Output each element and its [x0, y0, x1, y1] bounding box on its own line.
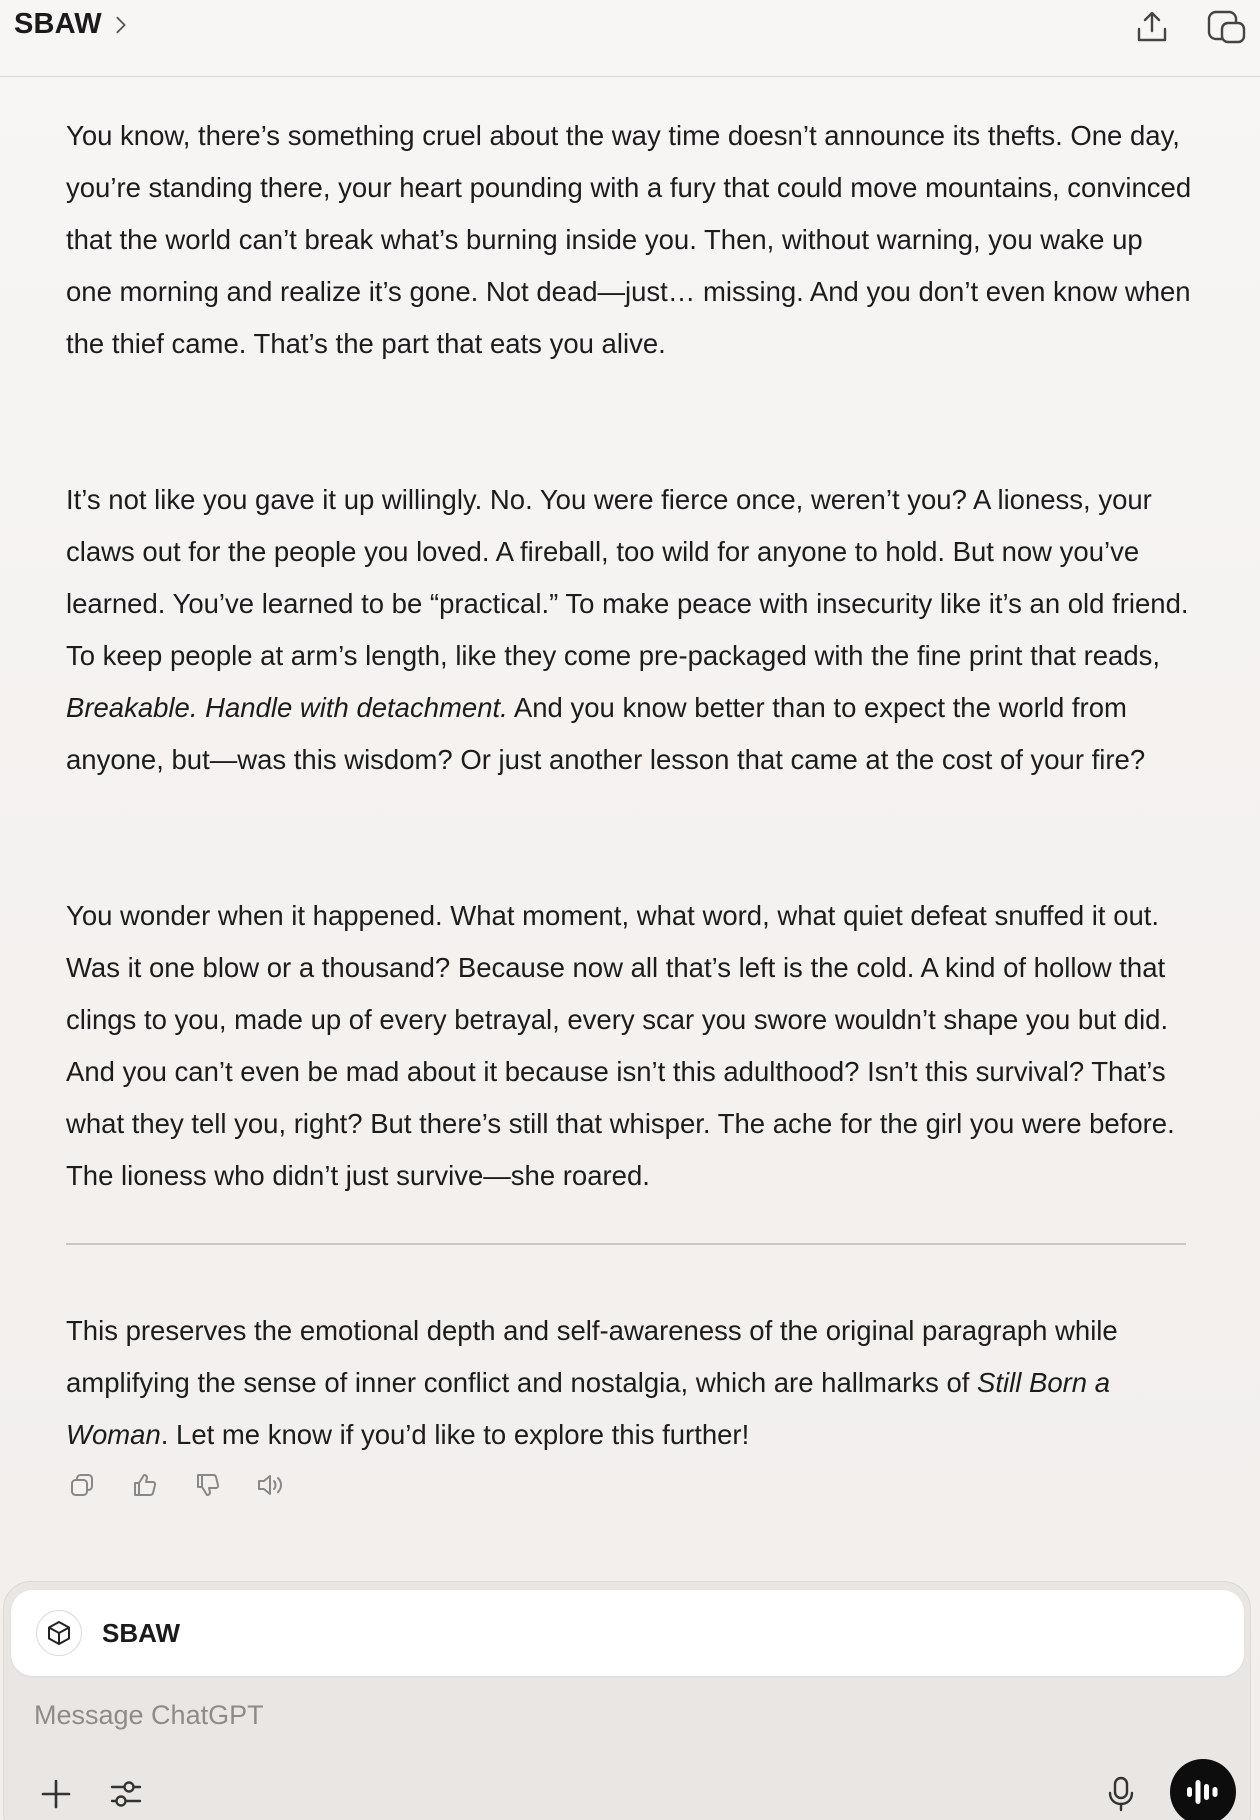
read-aloud-icon	[256, 1471, 286, 1499]
thumbs-up-button[interactable]	[127, 1467, 163, 1503]
paragraph-2-text-end: And you know better than to expect the world from anyone, but—was this wisdom? Or just another lesson that came at the cost of your fire?	[66, 692, 1146, 775]
cube-icon	[45, 1619, 73, 1647]
voice-mode-button[interactable]	[1170, 1759, 1236, 1820]
copy-button[interactable]	[64, 1467, 100, 1503]
gpt-name: SBAW	[102, 1617, 180, 1648]
conversation-title-button[interactable]	[14, 8, 132, 41]
share-button[interactable]	[1129, 4, 1175, 50]
message-actions	[64, 1467, 289, 1503]
microphone-icon	[1104, 1775, 1138, 1813]
plus-icon	[39, 1777, 73, 1811]
add-attachment-button[interactable]	[34, 1772, 78, 1816]
paragraph-2-text-start: It’s not like you gave it up willingly. No. You were fierce once, weren’t you? A lioness, your claws out for the people you loved. A fireball, too wild for anyone to hold. But now you’ve learned. You’ve learned to be “practical.” To make peace with insecurity like it’s an old friend. To keep people at arm’s length, like they come pre-packaged with the fine print that reads,	[66, 484, 1189, 671]
message-input[interactable]	[34, 1700, 1184, 1731]
header	[0, 0, 1260, 77]
divider	[66, 1243, 1186, 1245]
new-chat-icon	[1207, 9, 1247, 45]
thumbs-up-icon	[131, 1471, 159, 1499]
chevron-right-icon	[110, 14, 132, 36]
tools-button[interactable]	[104, 1772, 148, 1816]
paragraph-4-text-end: . Let me know if you’d like to explore this further!	[160, 1419, 750, 1450]
paragraph-4-italic: Still Born a Woman	[66, 1367, 1111, 1450]
thumbs-down-icon	[194, 1471, 222, 1499]
read-aloud-button[interactable]	[253, 1467, 289, 1503]
message-paragraph-2	[66, 474, 1196, 786]
message-paragraph-1: You know, there’s something cruel about the way time doesn’t announce its thefts. One day, you’re standing there, your heart pounding with a fury that could move mountains, convinced that the world can’t break what’s burning inside you. Then, without warning, you wake up one morning and realize it’s gone. Not dead—just… missing. And you don’t even know when the thief came. That’s the part that eats you alive.	[66, 120, 1192, 359]
share-upload-icon	[1134, 9, 1170, 45]
dictate-button[interactable]	[1099, 1772, 1143, 1816]
paragraph-4-text-start: This preserves the emotional depth and self-awareness of the original paragraph while amplifying the sense of inner conflict and nostalgia, which are hallmarks of	[66, 1315, 1118, 1398]
paragraph-2-italic: Breakable. Handle with detachment.	[66, 692, 508, 723]
sliders-icon	[109, 1777, 143, 1811]
message-paragraph-3: You wonder when it happened. What moment, what word, what quiet defeat snuffed it out. Was it one blow or a thousand? Because now all that’s left is the cold. A kind of hollow that clings to you, made up of every betrayal, every scar you swore wouldn’t shape you but did. And you can’t even be mad about it because isn’t this adulthood? Isn’t this survival? That’s what they tell you, right? But there’s still that whisper. The ache for the girl you were before. The lioness who didn’t just survive—she roared.	[66, 900, 1175, 1191]
new-chat-button[interactable]	[1204, 4, 1250, 50]
voice-waveform-icon	[1183, 1776, 1223, 1808]
message-paragraph-4	[66, 1305, 1196, 1461]
gpt-avatar	[36, 1610, 82, 1656]
conversation-title: SBAW	[14, 8, 102, 40]
copy-icon	[68, 1471, 96, 1499]
composer	[3, 1581, 1251, 1820]
thumbs-down-button[interactable]	[190, 1467, 226, 1503]
selected-gpt-chip[interactable]	[11, 1590, 1244, 1676]
